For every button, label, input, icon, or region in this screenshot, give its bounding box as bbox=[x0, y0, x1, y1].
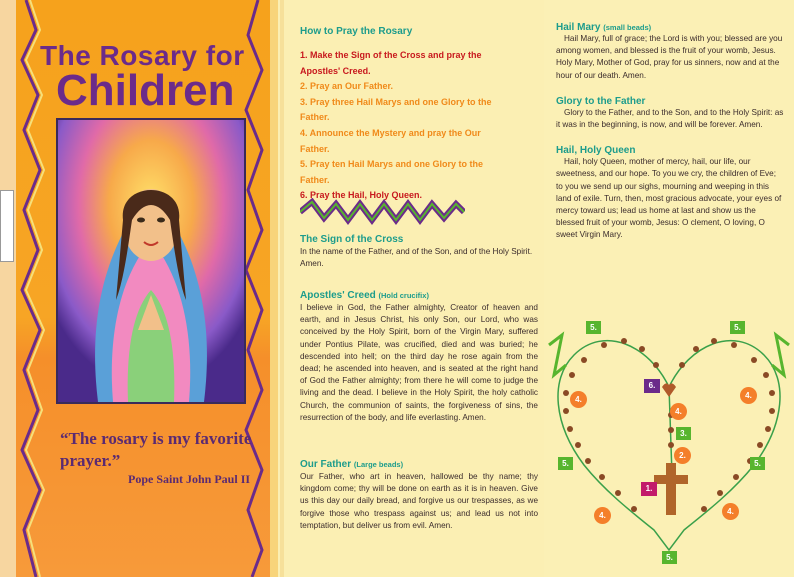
step-6: 6. Pray the Hail, Holy Queen. bbox=[300, 190, 423, 201]
hail-mary-heading bbox=[556, 22, 784, 33]
hail-holy-queen-text: Hail, holy Queen, mother of mercy, hail, our life, our sweetness, and our hope. To you we cry, the children of Eve; to you we send up our sighs, mourning and weeping in this land of exile. Turn, then, most gracious advocate, your eyes of mercy toward us; lead us home at last and show us the blessed fruit of your womb, Jesus: O clement, O loving, O sweet Virgin Mary. bbox=[556, 157, 782, 240]
zigzag-divider bbox=[300, 198, 465, 226]
cover-title-line2: Children bbox=[56, 66, 235, 115]
label-five-top-right: 5. bbox=[730, 321, 745, 334]
hail-mary-note: (small beads) bbox=[603, 23, 652, 32]
cover-quote-attribution: Pope Saint John Paul II bbox=[128, 472, 251, 486]
apostles-creed-text: I believe in God, the Father almighty, Creator of heaven and earth, and in Jesus Christ, his only Son, our Lord, who was conceived by the Holy Spirit, born of the Virgin Mary, suffered under Pontius Pilate, was crucified, died and was buried; he descended into hell; on the third day he rose again from the dead; he ascended into heaven, and is seated at the right hand of God the Father almighty; from there he will come to judge the living and the dead. I believe in the Holy Spirit, the holy catholic Church, the communion of saints, the forgiveness of sins, the resurrection of the body, and life everlasting. Amen. bbox=[300, 303, 538, 422]
step-5: 5. Pray ten Hail Marys and one Glory to the Father. bbox=[300, 159, 484, 185]
how-to-heading: How to Pray the Rosary bbox=[300, 26, 413, 37]
our-father-heading bbox=[300, 459, 403, 470]
hail-mary-text: Hail Mary, full of grace; the Lord is with you; blessed are you among women, and blessed is the fruit of your womb, Jesus. Holy Mary, Mother of God, pray for us sinners, now and at the hour of our death. Amen. bbox=[556, 34, 783, 80]
our-father-title: Our Father bbox=[300, 459, 352, 470]
step-2: 2. Pray an Our Father. bbox=[300, 81, 394, 92]
sign-of-cross-heading: The Sign of the Cross bbox=[300, 234, 404, 245]
instructions-panel bbox=[270, 0, 544, 577]
cover-quote: “The rosary is my favorite prayer.” bbox=[60, 429, 252, 470]
our-father-text: Our Father, who art in heaven, hallowed be thy name; thy kingdom come; thy will be done on earth as it is in heaven. Give us this day our daily bread, and forgive us our trespasses, as we forgive those who trespass against us; and lead us not into temptation, but deliver us from evil. Amen. bbox=[300, 472, 538, 530]
label-four-right: 4. bbox=[740, 387, 757, 404]
apostles-creed-note: (Hold crucifix) bbox=[378, 291, 429, 300]
label-one: 1. bbox=[641, 482, 657, 496]
step-3: 3. Pray three Hail Marys and one Glory to the Father. bbox=[300, 96, 492, 123]
label-four-bottom-left: 4. bbox=[594, 507, 611, 524]
sign-of-cross-text: In the name of the Father, and of the Son, and of the Holy Spirit. Amen. bbox=[300, 247, 533, 269]
prayers-panel bbox=[544, 0, 794, 577]
step-4: 4. Announce the Mystery and pray the Our Father. bbox=[300, 127, 481, 154]
cover-title-line1: The Rosary for bbox=[40, 40, 245, 71]
label-five-top-left: 5. bbox=[586, 321, 601, 334]
left-fold-stripes bbox=[270, 0, 290, 577]
rosary-chain bbox=[544, 315, 794, 577]
apostles-creed-heading bbox=[300, 290, 429, 301]
label-four-bottom-right: 4. bbox=[722, 503, 739, 520]
label-three: 3. bbox=[676, 427, 691, 440]
label-five-right: 5. bbox=[750, 457, 765, 470]
apostles-creed-title: Apostles' Creed bbox=[300, 290, 376, 301]
label-five-left: 5. bbox=[558, 457, 573, 470]
label-four-center: 4. bbox=[670, 403, 687, 420]
hail-holy-queen-heading: Hail, Holy Queen bbox=[556, 145, 636, 157]
crucifix-icon bbox=[654, 463, 688, 515]
cover-panel bbox=[0, 0, 270, 577]
hail-mary-title: Hail Mary bbox=[556, 22, 601, 33]
label-five-bottom: 5. bbox=[662, 551, 677, 564]
our-father-note: (Large beads) bbox=[353, 460, 404, 469]
steps-list bbox=[300, 48, 505, 204]
label-six: 6. bbox=[644, 379, 660, 393]
label-two: 2. bbox=[674, 447, 691, 464]
step-1: 1. Make the Sign of the Cross and pray the Apostles' Creed. bbox=[300, 50, 482, 76]
glory-be-text: Glory to the Father, and to the Son, and to the Holy Spirit: as it was in the beginning, is now, and will be forever. Amen. bbox=[556, 107, 784, 130]
virgin-mary-painting-image bbox=[56, 118, 246, 404]
rosary-diagram bbox=[544, 315, 794, 577]
glory-be-heading: Glory to the Father bbox=[556, 95, 646, 107]
label-four-left: 4. bbox=[570, 391, 587, 408]
